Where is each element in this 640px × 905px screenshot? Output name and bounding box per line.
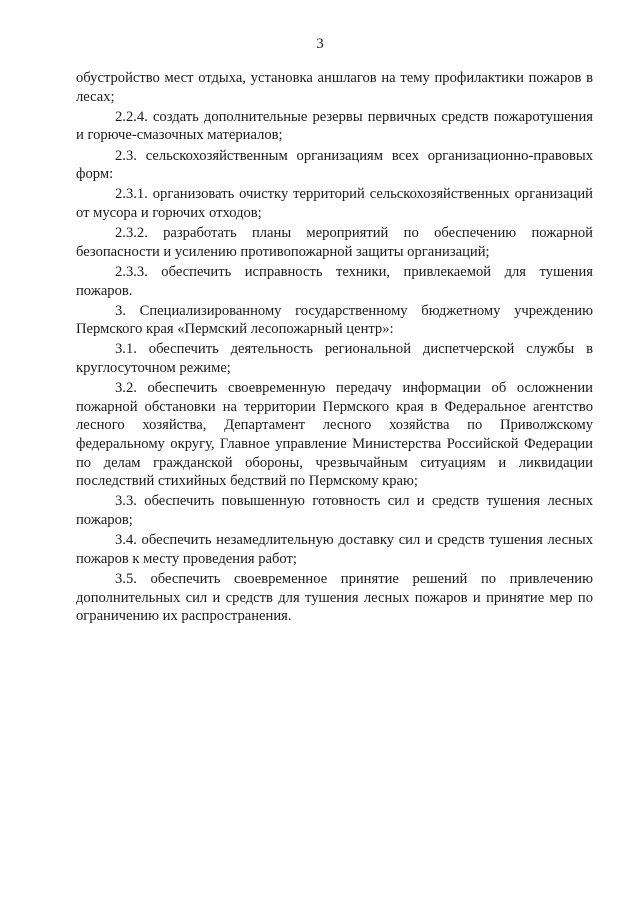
paragraph-3: 3. Специализированному государственному бюджетному учреждению Пермского края «Пермский лесопожарный центр»: bbox=[76, 302, 593, 338]
page-number: 3 bbox=[316, 36, 324, 52]
paragraph-3-2: 3.2. обеспечить своевременную передачу информации об осложнении пожарной обстановки на территории Пермского края в Федеральное агентство лесного хозяйства, Департамент лесного хозяйства по Приволжскому федеральному округу, Главное управление Министерства Российской Федерации по делам гражданской обороны, чрезвычайным ситуациям и ликвидации последствий стихийных бедствий по Пермскому краю; bbox=[76, 380, 593, 490]
paragraph-3-1: 3.1. обеспечить деятельность региональной диспетчерской службы в круглосуточном режиме; bbox=[76, 341, 593, 377]
paragraph-2-3: 2.3. сельскохозяйственным организациям всех организационно-правовых форм: bbox=[76, 147, 593, 183]
paragraph-3-5: 3.5. обеспечить своевременное принятие решений по привлечению дополнительных сил и средств для тушения лесных пожаров и принятие мер по ограничению их распространения. bbox=[76, 570, 593, 625]
paragraph-continuation: обустройство мест отдыха, установка аншлагов на тему профилактики пожаров в лесах; bbox=[76, 70, 593, 105]
paragraph-3-4: 3.4. обеспечить незамедлительную доставку сил и средств тушения лесных пожаров к месту проведения работ; bbox=[76, 532, 593, 567]
paragraph-2-2-4: 2.2.4. создать дополнительные резервы первичных средств пожаротушения и горюче-смазочных материалов; bbox=[76, 108, 593, 144]
document-body bbox=[76, 69, 593, 627]
paragraph-2-3-3: 2.3.3. обеспечить исправность техники, привлекаемой для тушения пожаров. bbox=[76, 263, 593, 299]
paragraph-3-3: 3.3. обеспечить повышенную готовность сил и средств тушения лесных пожаров; bbox=[76, 493, 593, 528]
paragraph-2-3-1: 2.3.1. организовать очистку территорий сельскохозяйственных организаций от мусора и горючих отходов; bbox=[76, 186, 593, 221]
paragraph-2-3-2: 2.3.2. разработать планы мероприятий по обеспечению пожарной безопасности и усилению противопожарной защиты организаций; bbox=[76, 225, 593, 260]
